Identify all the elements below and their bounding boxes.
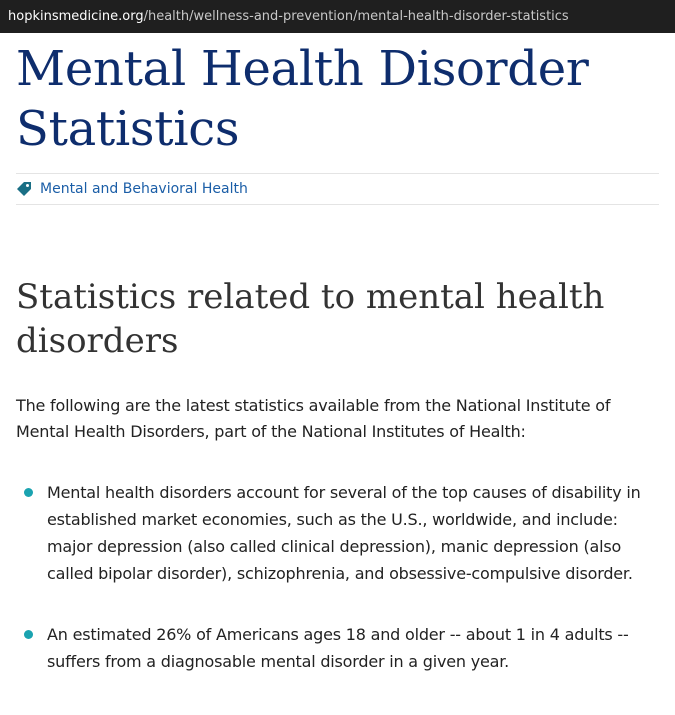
bullet-icon (24, 630, 33, 639)
bullet-icon (24, 488, 33, 497)
facts-list (16, 479, 659, 675)
url-domain: hopkinsmedicine.org (8, 9, 144, 24)
topic-tag-row (16, 173, 659, 205)
intro-paragraph: The following are the latest statistics available from the National Institute of Mental Health Disorders, part of the National Institutes of Health: (16, 396, 611, 441)
section-heading: Statistics related to mental health disorders (16, 277, 605, 361)
list-item (16, 621, 659, 675)
article (0, 39, 675, 675)
fact-text: Mental health disorders account for several of the top causes of disability in established market economies, such as the U.S., worldwide, and include: major depression (also called clinical depression), manic depression (also called bipolar disorder), schizophrenia, and obsessive-compulsive disorder. (47, 483, 641, 583)
list-item (16, 479, 659, 587)
url-path: /health/wellness-and-prevention/mental-health-disorder-statistics (143, 9, 569, 24)
address-bar[interactable] (0, 0, 675, 33)
page-title: Mental Health Disorder Statistics (16, 41, 589, 157)
tag-icon (16, 181, 32, 197)
topic-tag-link[interactable]: Mental and Behavioral Health (40, 181, 248, 197)
fact-text: An estimated 26% of Americans ages 18 and older -- about 1 in 4 adults -- suffers from a diagnosable mental disorder in a given year. (47, 625, 629, 671)
